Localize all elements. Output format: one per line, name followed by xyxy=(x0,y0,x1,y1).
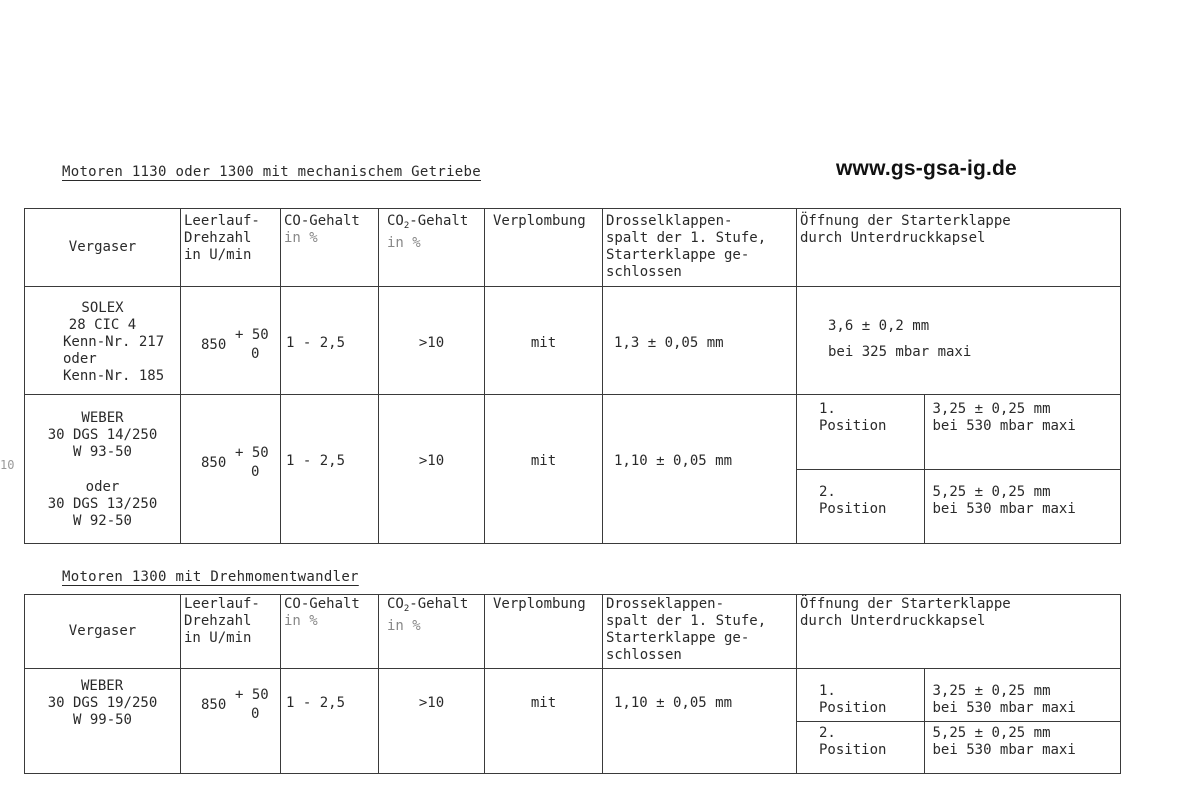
header-drosselklappen: Drosseklappen- spalt der 1. Stufe, Starterklappe ge- schlossen xyxy=(603,595,797,669)
page-margin-mark: 10 xyxy=(0,458,15,472)
drossel-value: 1,10 ± 0,05 mm xyxy=(603,669,797,774)
position-2-value: 5,25 ± 0,25 mm bei 530 mbar maxi xyxy=(932,483,1076,517)
table-row xyxy=(25,669,1121,774)
position-2-label: 2. Position xyxy=(797,469,924,543)
verplombung-value: mit xyxy=(485,669,603,774)
co-value: 1 - 2,5 xyxy=(281,395,379,544)
vergaser-weber: WEBER 30 DGS 14/250 W 93-50 oder 30 DGS 13/250 W 92-50 xyxy=(25,395,181,544)
verplombung-value: mit xyxy=(485,287,603,395)
position-1-value: 3,25 ± 0,25 mm bei 530 mbar maxi xyxy=(924,669,1120,721)
header-co2: $CO_2$-Gehalt in % xyxy=(379,209,485,287)
header-co2: $CO_2$-Gehalt in % xyxy=(379,595,485,669)
co-value: 1 - 2,5 xyxy=(281,287,379,395)
drossel-value: 1,10 ± 0,05 mm xyxy=(603,395,797,544)
header-vergaser: Vergaser xyxy=(25,209,181,287)
table-row xyxy=(25,287,1121,395)
leerlauf-value: 850 + 50 0 xyxy=(181,287,281,395)
verplombung-value: mit xyxy=(485,395,603,544)
header-starterklappe: Öffnung der Starterklappe durch Unterdruckkapsel xyxy=(797,209,1121,287)
position-2-value: 5,25 ± 0,25 mm bei 530 mbar maxi xyxy=(932,724,1076,758)
table1-title: Motoren 1130 oder 1300 mit mechanischem Getriebe xyxy=(62,164,481,180)
header-drosselklappen: Drosselklappen- spalt der 1. Stufe, Starterklappe ge- schlossen xyxy=(603,209,797,287)
position-1-label: 1. Position xyxy=(797,669,924,721)
starter-positions xyxy=(797,669,1121,774)
website-watermark[interactable]: www.gs-gsa-ig.de xyxy=(836,157,1017,180)
table2-title: Motoren 1300 mit Drehmomentwandler xyxy=(62,569,359,585)
co-value: 1 - 2,5 xyxy=(281,669,379,774)
leerlauf-value: 850 + 50 0 xyxy=(181,395,281,544)
header-co: CO-Gehalt in % xyxy=(281,595,379,669)
table1-spec xyxy=(24,208,1121,544)
header-leerlauf: Leerlauf- Drehzahl in U/min xyxy=(181,595,281,669)
position-1-value: 3,25 ± 0,25 mm bei 530 mbar maxi xyxy=(924,395,1120,469)
starter-positions xyxy=(797,395,1121,544)
table-row xyxy=(25,395,1121,544)
header-co: CO-Gehalt in % xyxy=(281,209,379,287)
position-2-label: 2. Position xyxy=(797,721,924,773)
header-verplombung: Verplombung xyxy=(485,209,603,287)
header-starterklappe: Öffnung der Starterklappe durch Unterdruckkapsel xyxy=(797,595,1121,669)
vergaser-weber: WEBER 30 DGS 19/250 W 99-50 xyxy=(25,669,181,774)
header-verplombung: Verplombung xyxy=(485,595,603,669)
vergaser-solex: SOLEX 28 CIC 4 Kenn-Nr. 217 oder Kenn-Nr. 185 xyxy=(25,287,181,395)
co2-value: >10 xyxy=(379,395,485,544)
position-1-label: 1. Position xyxy=(797,395,924,469)
drossel-value: 1,3 ± 0,05 mm xyxy=(603,287,797,395)
leerlauf-value: 850 + 50 0 xyxy=(181,669,281,774)
starter-value: 3,6 ± 0,2 mm bei 325 mbar maxi xyxy=(797,287,1121,395)
co2-value: >10 xyxy=(379,287,485,395)
header-vergaser: Vergaser xyxy=(25,595,181,669)
co2-value: >10 xyxy=(379,669,485,774)
table2-spec xyxy=(24,594,1121,774)
header-leerlauf: Leerlauf- Drehzahl in U/min xyxy=(181,209,281,287)
